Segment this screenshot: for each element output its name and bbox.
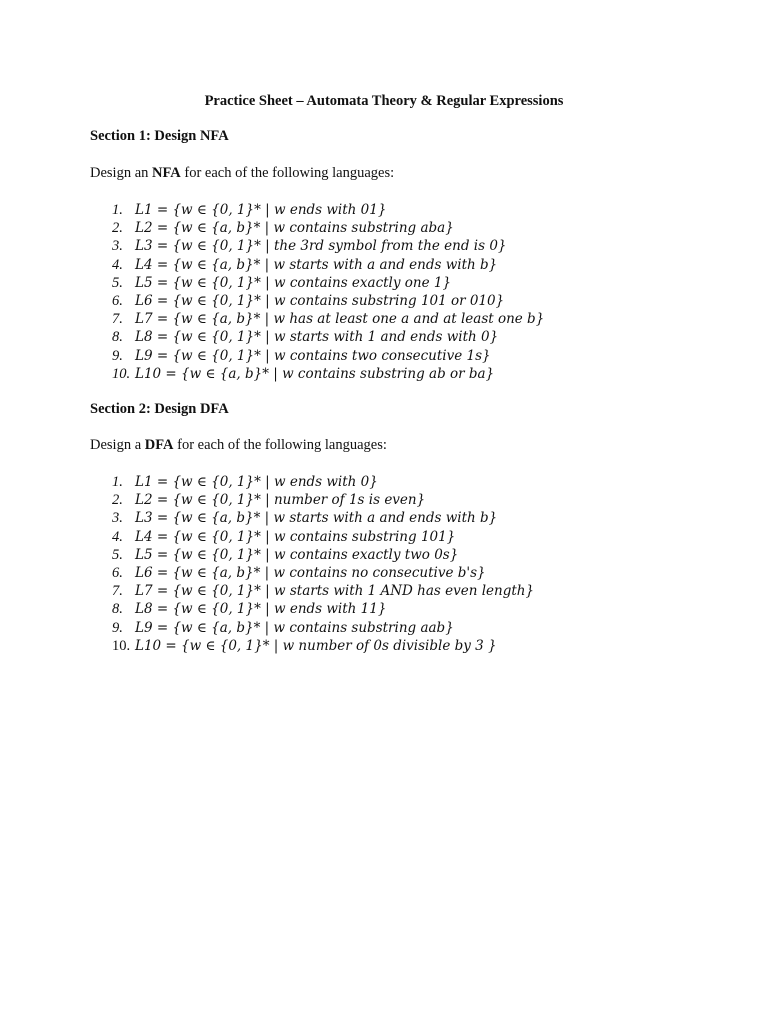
list-item-number: 5. (112, 546, 123, 563)
language-expression: L7 = {w ∈ {a, b}* | w has at least one a and at least one b} (135, 311, 545, 328)
list-item-number: 8. (112, 329, 123, 346)
language-expression: L6 = {w ∈ {0, 1}* | w contains substring 101 or 010} (135, 292, 505, 309)
language-expression: L3 = {w ∈ {0, 1}* | the 3rd symbol from the end is 0} (135, 238, 507, 255)
list-item-number: 4. (112, 256, 123, 273)
list-item (112, 365, 544, 383)
list-item-number: 8. (112, 601, 123, 618)
list-item (112, 274, 544, 292)
list-item (112, 619, 534, 637)
list-item-number: 4. (112, 528, 123, 545)
section1-heading: Section 1: Design NFA (90, 128, 229, 144)
language-expression: L8 = {w ∈ {0, 1}* | w starts with 1 and ends with 0} (135, 329, 499, 346)
list-item-number: 1. (112, 474, 123, 490)
section2-intro (90, 437, 387, 454)
language-expression: L2 = {w ∈ {0, 1}* | number of 1s is even} (135, 492, 426, 509)
list-item-number: 9. (112, 347, 123, 364)
list-item-number: 5. (112, 274, 123, 291)
language-expression: L7 = {w ∈ {0, 1}* | w starts with 1 AND has even length} (135, 583, 535, 600)
language-expression: L2 = {w ∈ {a, b}* | w contains substring aba} (135, 220, 454, 237)
section2-list (112, 473, 534, 655)
list-item-number: 10. (112, 637, 131, 654)
list-item (112, 600, 534, 618)
list-item-number: 3. (112, 510, 123, 527)
list-item-number: 2. (112, 492, 123, 509)
list-item (112, 310, 544, 328)
page-title: Practice Sheet – Automata Theory & Regular Expressions (204, 93, 564, 109)
list-item-number: 7. (112, 311, 123, 328)
language-expression: L6 = {w ∈ {a, b}* | w contains no consecutive b's} (135, 564, 486, 581)
list-item-number: 6. (112, 292, 123, 309)
list-item (112, 201, 544, 219)
list-item (112, 637, 534, 655)
language-expression: L1 = {w ∈ {0, 1}* | w ends with 01} (135, 202, 387, 218)
section1-intro-bold: NFA (152, 165, 181, 181)
list-item-number: 6. (112, 564, 123, 581)
language-expression: L5 = {w ∈ {0, 1}* | w contains exactly one 1} (135, 274, 452, 291)
language-expression: L10 = {w ∈ {a, b}* | w contains substring ab or ba} (135, 365, 495, 382)
list-item (112, 347, 544, 365)
section1-intro-prefix: Design an (90, 165, 153, 181)
language-expression: L1 = {w ∈ {0, 1}* | w ends with 0} (135, 474, 378, 490)
language-expression: L8 = {w ∈ {0, 1}* | w ends with 11} (135, 601, 387, 618)
section2-intro-suffix: for each of the following languages: (173, 437, 387, 453)
list-item (112, 292, 544, 310)
section2-heading: Section 2: Design DFA (90, 401, 229, 417)
list-item (112, 564, 534, 582)
language-expression: L4 = {w ∈ {0, 1}* | w contains substring 101} (135, 528, 456, 545)
language-expression: L9 = {w ∈ {0, 1}* | w contains two consecutive 1s} (135, 347, 491, 364)
language-expression: L10 = {w ∈ {0, 1}* | w number of 0s divisible by 3 } (135, 637, 497, 654)
language-expression: L5 = {w ∈ {0, 1}* | w contains exactly two 0s} (135, 546, 459, 563)
language-expression: L3 = {w ∈ {a, b}* | w starts with a and ends with b} (135, 510, 498, 527)
section2-intro-bold: DFA (144, 437, 174, 453)
list-item-number: 1. (112, 202, 123, 218)
list-item (112, 328, 544, 346)
language-expression: L4 = {w ∈ {a, b}* | w starts with a and ends with b} (135, 256, 498, 273)
list-item (112, 491, 534, 509)
list-item-number: 2. (112, 220, 123, 237)
section1-list (112, 201, 544, 383)
list-item (112, 256, 544, 274)
list-item-number: 10. (112, 365, 131, 382)
list-item-number: 9. (112, 619, 123, 636)
section1-intro (90, 165, 394, 182)
section1-intro-suffix: for each of the following languages: (180, 165, 395, 181)
list-item (112, 509, 534, 527)
list-item-number: 3. (112, 238, 123, 255)
list-item (112, 528, 534, 546)
list-item (112, 473, 534, 491)
section2-intro-prefix: Design a (90, 437, 145, 453)
list-item (112, 237, 544, 255)
list-item (112, 582, 534, 600)
list-item (112, 546, 534, 564)
language-expression: L9 = {w ∈ {a, b}* | w contains substring aab} (135, 619, 454, 636)
list-item (112, 219, 544, 237)
list-item-number: 7. (112, 583, 123, 600)
